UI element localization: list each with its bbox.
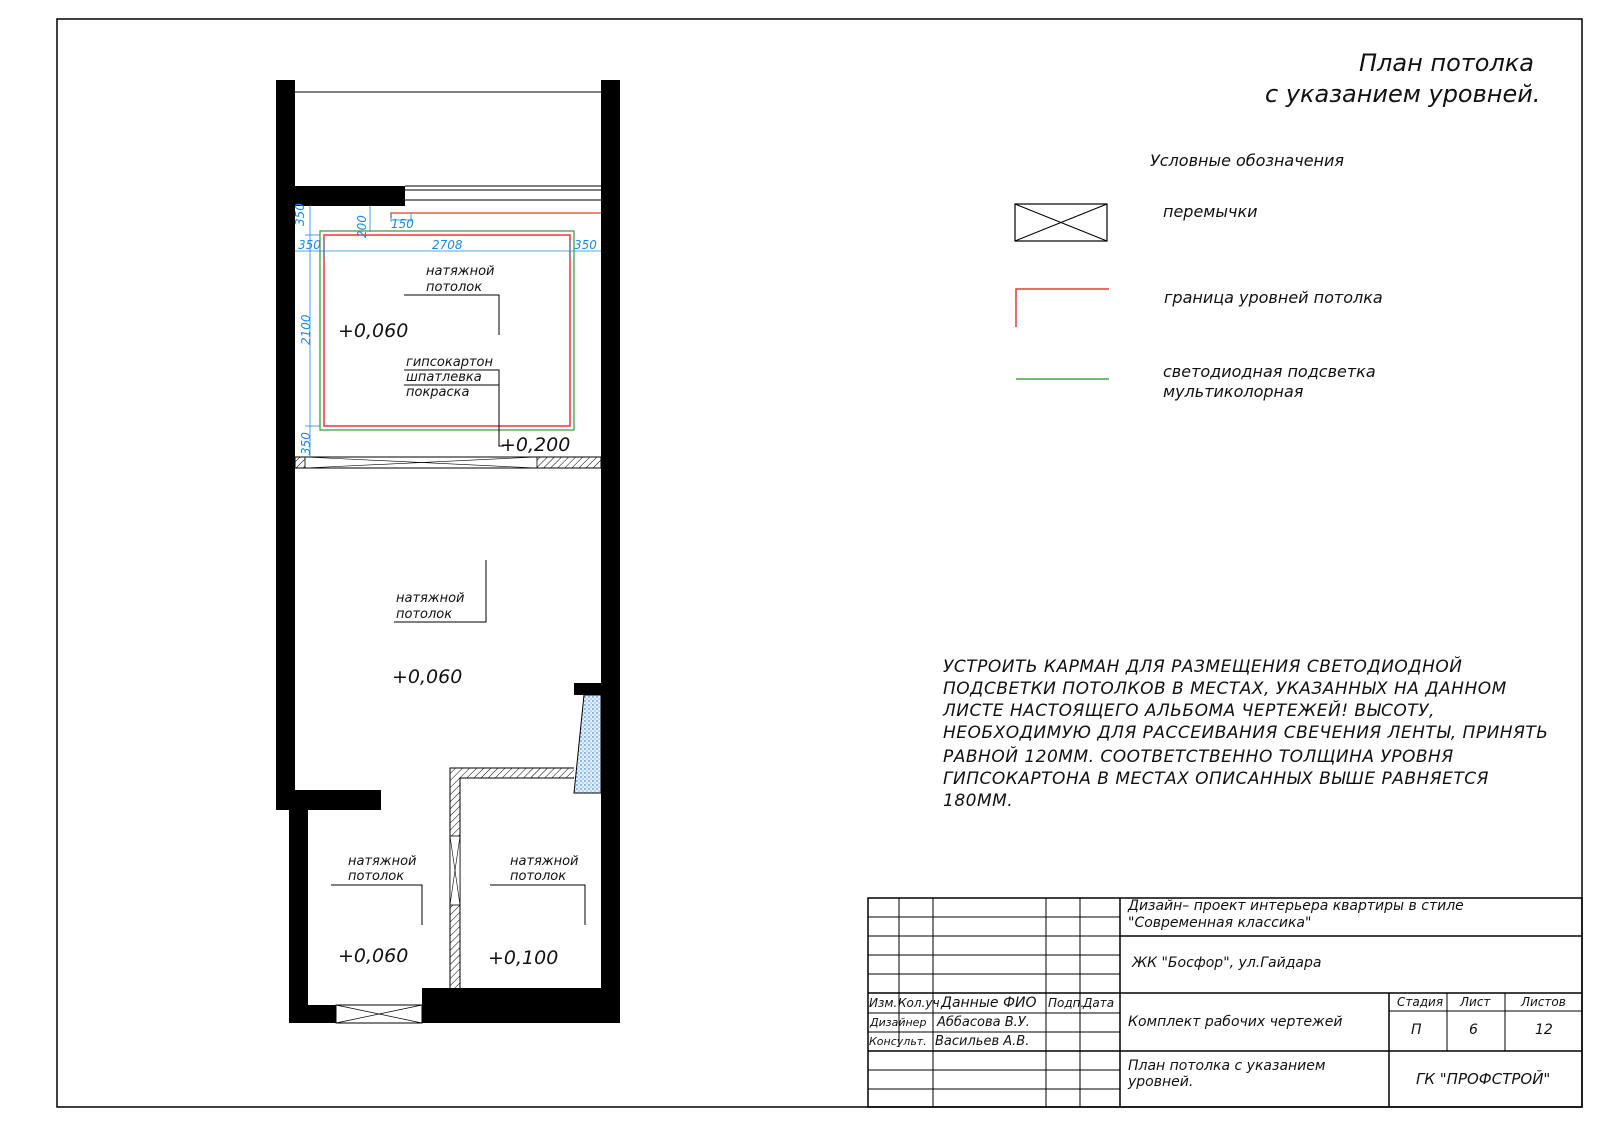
dim-bottom-350: 350 [299, 432, 313, 455]
ceiling-level-boundary-top [391, 213, 601, 218]
dim-width-2708: 2708 [432, 238, 463, 252]
partition-hatch-side2 [450, 905, 460, 1005]
stamp-company: ГК "ПРОФСТРОЙ" [1416, 1070, 1551, 1088]
stamp-sheets-value: 12 [1535, 1022, 1553, 1038]
stamp-address: ЖК "Босфор", ул.Гайдара [1132, 955, 1322, 971]
wall-left-lower [289, 790, 308, 1023]
title-line-1: План потолка [1359, 49, 1534, 77]
note-line-7: 180ММ. [943, 791, 1014, 811]
room3-leader [331, 885, 422, 925]
construction-note [942, 655, 1548, 811]
stamp-sheets-label: Листов [1521, 995, 1566, 1009]
wall-column [574, 683, 601, 695]
stamp-drawing-line-2: уровней. [1128, 1074, 1194, 1090]
wall-top-left-stub [276, 80, 295, 82]
stamp-stage-label: Стадия [1397, 995, 1444, 1009]
room4-ceiling-label-2: потолок [510, 869, 567, 884]
room2-ceiling-label-1: натяжной [396, 591, 465, 606]
legend-green-label-2: мультиколорная [1163, 382, 1304, 401]
stamp-hdr-koluch: Кол.уч [898, 996, 940, 1010]
room1-gk-label-3: покраска [406, 385, 470, 400]
room3-level: +0,060 [338, 945, 409, 967]
legend-red-label: граница уровней потолка [1164, 288, 1383, 307]
title-block-text [869, 898, 1566, 1090]
stamp-project-line-2: "Современная классика" [1128, 915, 1312, 931]
stamp-role-consultant: Консульт. [869, 1035, 927, 1048]
stamp-hdr-podp: Подп. [1048, 996, 1085, 1010]
note-line-6: ГИПСОКАРТОНА В МЕСТАХ ОПИСАННЫХ ВЫШЕ РАВНЯЕТСЯ [943, 769, 1489, 789]
stamp-hdr-fio: Данные ФИО [941, 995, 1037, 1011]
dim-top-150: 150 [391, 217, 414, 231]
lintel-hatch-right [537, 457, 601, 468]
legend-heading: Условные обозначения [1150, 151, 1345, 170]
legend-lintel-label: перемычки [1163, 202, 1258, 221]
note-line-1: УСТРОИТЬ КАРМАН ДЛЯ РАЗМЕЩЕНИЯ СВЕТОДИОДНОЙ [943, 657, 1463, 677]
stamp-project-line-1: Дизайн– проект интерьера квартиры в стиле [1128, 898, 1464, 914]
note-line-4: НЕОБХОДИМУЮ ДЛЯ РАССЕИВАНИЯ СВЕЧЕНИЯ ЛЕНТЫ, ПРИНЯТЬ [943, 723, 1549, 743]
legend-green-label-1: светодиодная подсветка [1163, 362, 1376, 381]
stamp-hdr-data: Дата [1083, 996, 1115, 1010]
room2-ceiling-label-2: потолок [396, 607, 453, 622]
room1-gk-label-2: шпатлевка [406, 370, 482, 385]
lintel-hatch-left [295, 457, 305, 468]
partition-hatch-top [460, 768, 574, 778]
dim-left-350: 350 [298, 238, 321, 252]
room1-level-gk: +0,200 [500, 434, 571, 456]
stamp-sheet-label: Лист [1460, 995, 1491, 1009]
legend [1015, 151, 1383, 401]
stamp-name-consultant: Васильев А.В. [935, 1034, 1030, 1049]
room3-ceiling-label-2: потолок [348, 869, 405, 884]
stamp-drawing-line-1: План потолка с указанием [1128, 1058, 1326, 1074]
stamp-sheet-value: 6 [1469, 1022, 1478, 1038]
room3-ceiling-label-1: натяжной [348, 854, 417, 869]
room4-ceiling-label-1: натяжной [510, 854, 579, 869]
stamp-hdr-izm: Изм. [869, 996, 898, 1010]
stamp-stage-value: П [1411, 1022, 1422, 1038]
dim-top-350: 350 [293, 203, 307, 226]
wall-right [601, 80, 620, 1023]
room1-ceiling-label-2: потолок [426, 280, 483, 295]
dim-height-2100: 2100 [299, 314, 313, 345]
wall-left-upper [276, 80, 295, 810]
partition-hatch-side [450, 768, 460, 836]
partition-wall [450, 768, 574, 1005]
stamp-set-title: Комплект рабочих чертежей [1128, 1014, 1343, 1030]
dim-right-350: 350 [574, 238, 597, 252]
stamp-name-designer: Аббасова В.У. [937, 1015, 1030, 1030]
title-line-2: с указанием уровней. [1265, 80, 1541, 108]
room4-leader [490, 885, 585, 925]
room1-ceiling-label-1: натяжной [426, 264, 495, 279]
floor-plan [276, 80, 620, 1023]
note-line-5: РАВНОЙ 120ММ. СООТВЕТСТВЕННО ТОЛЩИНА УРОВНЯ [943, 747, 1454, 767]
note-line-3: ЛИСТЕ НАСТОЯЩЕГО АЛЬБОМА ЧЕРТЕЖЕЙ! ВЫСОТУ, [943, 701, 1435, 721]
legend-red-line-symbol [1016, 289, 1109, 327]
room2-level: +0,060 [392, 666, 463, 688]
note-line-2: ПОДСВЕТКИ ПОТОЛКОВ В МЕСТАХ, УКАЗАННЫХ НА ДАННОМ [943, 679, 1507, 699]
room1-gk-label-1: гипсокартон [406, 355, 493, 370]
dim-top-200: 200 [355, 215, 369, 238]
wall-bottom-left [289, 1005, 336, 1023]
room1-level-main: +0,060 [338, 320, 409, 342]
room1-leader [404, 295, 499, 335]
balcony-wall [295, 186, 405, 206]
room4-level: +0,100 [488, 947, 559, 969]
stamp-role-designer: Дизайнер [870, 1016, 927, 1029]
vent-shaft [574, 695, 601, 793]
